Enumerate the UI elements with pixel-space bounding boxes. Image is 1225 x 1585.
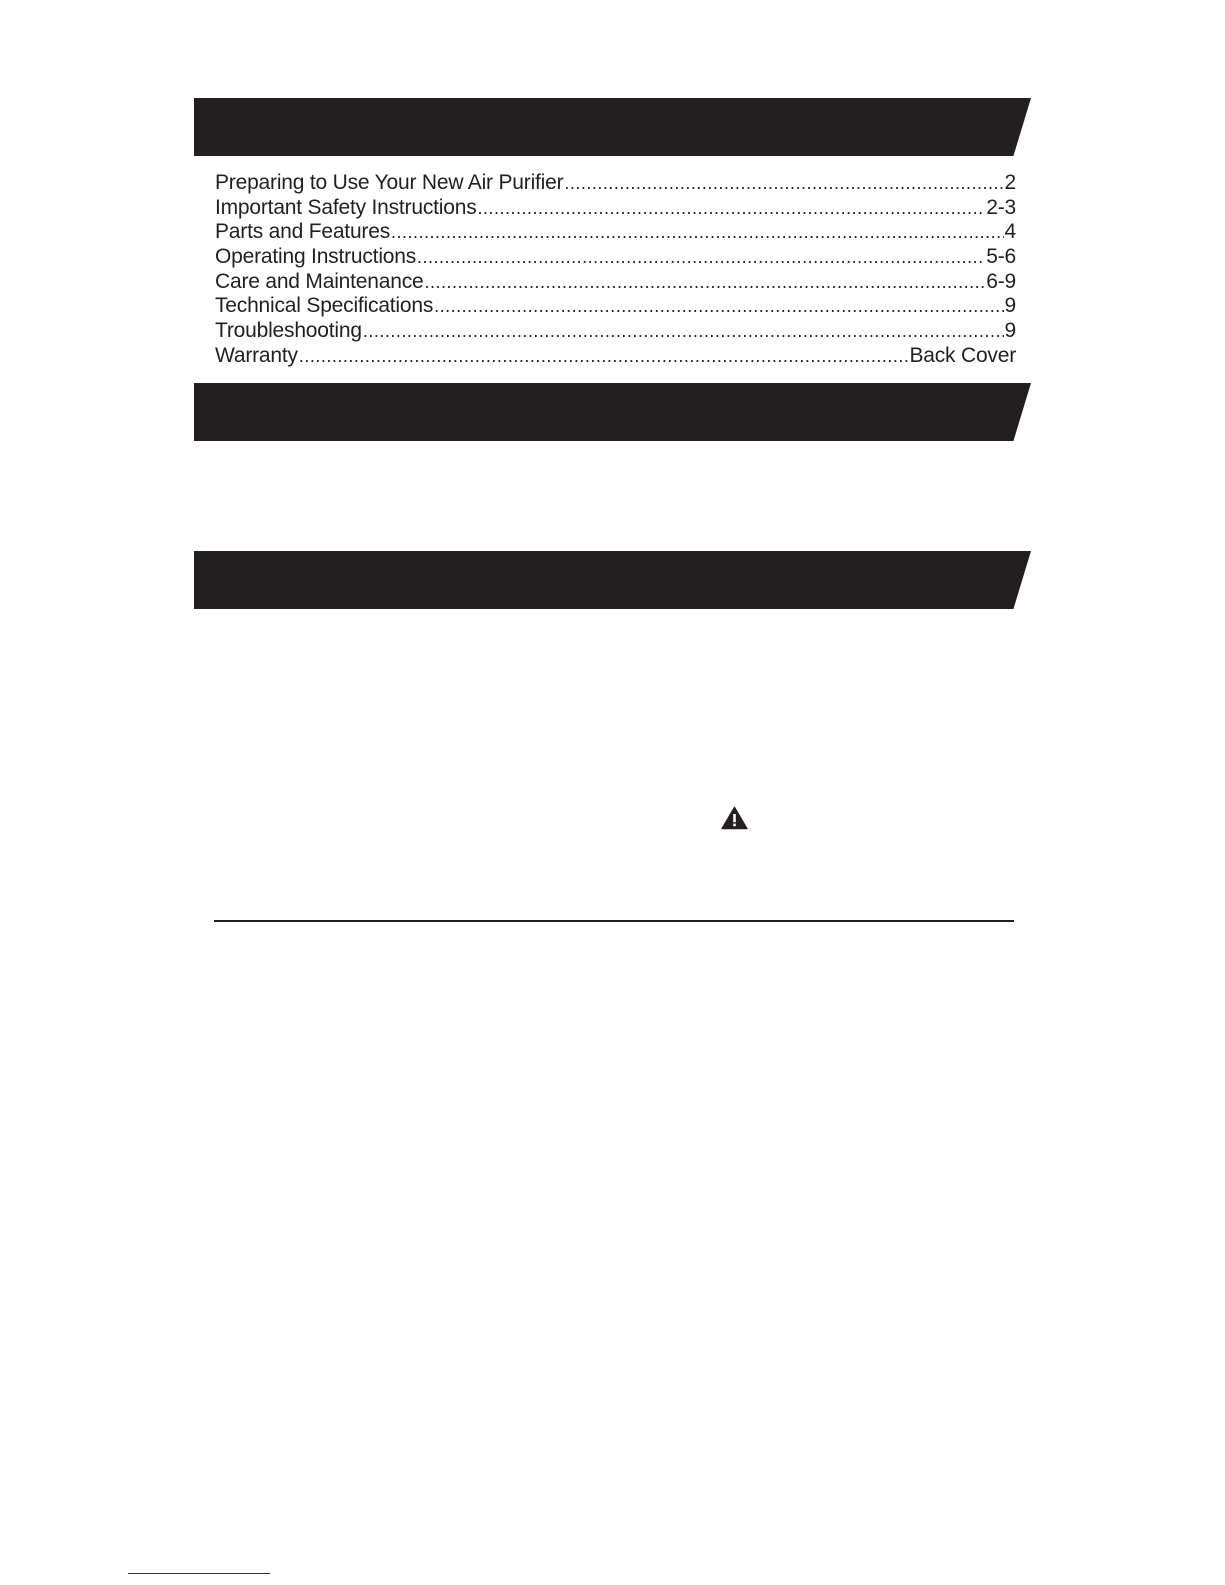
toc-leader-dots — [363, 319, 1004, 344]
warning-triangle-icon — [721, 806, 748, 830]
toc-entry-page: 9 — [1004, 319, 1016, 343]
toc-leader-dots — [424, 270, 985, 295]
link-underline[interactable] — [128, 1573, 270, 1574]
toc-leader-dots — [434, 294, 1003, 319]
toc-entry — [215, 270, 1016, 295]
toc-entry — [215, 344, 1016, 369]
toc-entry-page: 6-9 — [986, 269, 1016, 293]
toc-entry — [215, 171, 1016, 196]
toc-entry-page: 5-6 — [986, 245, 1016, 269]
toc-entry-title: Troubleshooting — [215, 319, 362, 343]
toc-entry — [215, 196, 1016, 221]
toc-entry — [215, 220, 1016, 245]
toc-entry-page: 4 — [1004, 220, 1016, 244]
toc-leader-dots — [564, 171, 1003, 196]
toc-entry-title: Care and Maintenance — [215, 269, 424, 293]
toc-leader-dots — [299, 344, 909, 369]
toc-entry-page: 2 — [1004, 171, 1016, 194]
toc-entry-title: Warranty — [215, 343, 298, 367]
toc-leader-dots — [417, 245, 985, 270]
toc-entry-title: Preparing to Use Your New Air Purifier — [215, 171, 564, 194]
toc-entry — [215, 245, 1016, 270]
toc-entry-page: 9 — [1004, 294, 1016, 318]
toc-entry-title: Important Safety Instructions — [215, 195, 477, 219]
toc-entry-page: Back Cover — [909, 343, 1016, 367]
toc-entry-title: Parts and Features — [215, 220, 390, 244]
toc-leader-dots — [478, 196, 986, 221]
toc-entry — [215, 319, 1016, 344]
section-header-band — [194, 383, 1031, 441]
toc-entry-title: Technical Specifications — [215, 294, 434, 318]
table-of-contents — [215, 171, 1016, 369]
section-header-band — [194, 551, 1031, 609]
toc-leader-dots — [391, 220, 1004, 245]
toc-entry-page: 2-3 — [986, 195, 1016, 219]
toc-entry — [215, 294, 1016, 319]
section-header-band — [194, 98, 1031, 156]
horizontal-divider — [214, 920, 1014, 922]
toc-entry-title: Operating Instructions — [215, 245, 417, 269]
